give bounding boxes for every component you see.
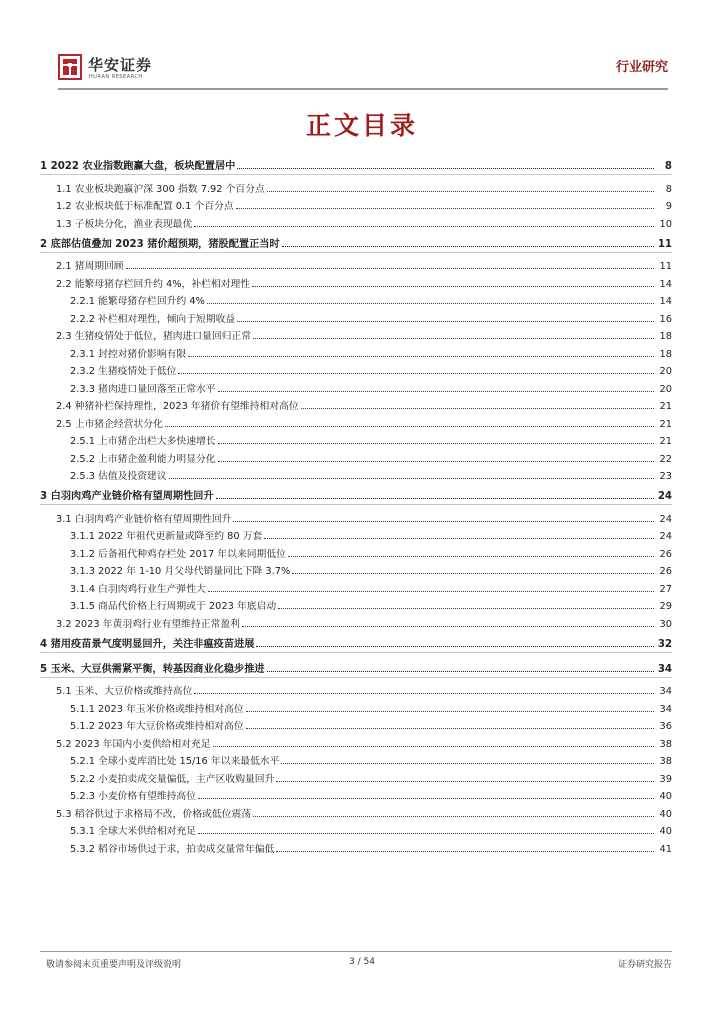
toc-entry-title: 2.3.1 封控对猪价影响有限 <box>70 348 187 360</box>
toc-entry-page: 14 <box>659 296 672 307</box>
toc-leader-dots <box>236 208 654 209</box>
toc-leader-dots <box>188 356 654 357</box>
toc-entry-page: 24 <box>659 531 672 542</box>
toc-entry-page: 24 <box>657 491 672 502</box>
toc-entry-title: 1.2 农业板块低于标准配置 0.1 个百分点 <box>56 201 234 212</box>
toc-leader-dots <box>218 461 654 462</box>
toc-entry-title: 2.3.2 生猪疫情处于低位 <box>70 366 177 377</box>
toc-entry[interactable] <box>40 560 672 578</box>
toc-leader-dots <box>281 763 654 764</box>
report-category: 行业研究 <box>615 60 668 75</box>
toc-entry[interactable] <box>40 802 672 820</box>
toc-entry[interactable] <box>40 342 672 360</box>
toc-entry-page: 30 <box>659 618 672 630</box>
toc-entry-page: 36 <box>659 721 672 732</box>
toc-entry[interactable] <box>40 750 672 768</box>
toc-entry-title: 5.1 玉米、大豆价格或维持高位 <box>56 686 193 697</box>
toc-entry-page: 20 <box>659 366 672 377</box>
toc-entry-page: 21 <box>659 436 672 447</box>
toc-entry-title: 2.5 上市猪企经营状分化 <box>56 418 163 430</box>
toc-entry[interactable] <box>40 595 672 613</box>
toc-entry-page: 41 <box>659 843 672 855</box>
toc-entry[interactable] <box>40 697 672 715</box>
toc-entry-title: 5.2.1 全球小麦库消比处 15/16 年以来最低水平 <box>70 756 280 767</box>
toc-entry-title: 2 底部估值叠加 2023 猪价超预期，猪股配置正当时 <box>40 238 280 250</box>
page-title: 正文目录 <box>305 111 418 140</box>
toc-leader-dots <box>256 646 654 647</box>
toc-entry-page: 8 <box>665 183 672 195</box>
toc-entry-page: 38 <box>659 738 672 750</box>
toc-entry-title: 3.2 2023 年黄羽鸡行业有望维持正常盈利 <box>56 618 240 630</box>
toc-entry[interactable] <box>40 325 672 343</box>
toc-leader-dots <box>178 373 654 374</box>
toc-leader-dots <box>237 321 654 322</box>
toc-entry-title: 2.4 种猪补栏保持理性，2023 年猪价有望维持相对高位 <box>56 401 299 412</box>
toc-entry-title: 2.3 生猪疫情处于低位，猪肉进口量回归正常 <box>56 331 252 342</box>
footer-report-type: 证券研究报告 <box>617 960 672 970</box>
toc-entry-title: 5.1.2 2023 年大豆价格或维持相对高位 <box>70 721 244 732</box>
toc-entry-title: 5.2.2 小麦拍卖成交量偏低，主产区收购量回升 <box>70 773 275 785</box>
toc-entry-page: 34 <box>657 663 672 675</box>
toc-leader-dots <box>213 746 654 747</box>
toc-entry[interactable] <box>40 542 672 560</box>
toc-leader-dots <box>208 591 654 592</box>
footer-page-number: 3 / 54 <box>349 957 375 967</box>
toc-entry-title: 3.1.3 2022 年 1-10 月父母代销量同比下降 3.7% <box>70 566 291 577</box>
toc-entry-page: 14 <box>659 278 672 290</box>
toc-entry-page: 40 <box>659 791 672 802</box>
toc-entry-page: 23 <box>659 471 672 482</box>
toc-entry-title: 5.3 稻谷供过于求格局不改，价格或低位震荡 <box>56 808 252 820</box>
toc-entry[interactable] <box>40 430 672 448</box>
toc-entry-title: 2.3.3 猪肉进口量回落至正常水平 <box>70 383 216 395</box>
toc-entry-page: 22 <box>659 453 672 465</box>
toc-entry-page: 9 <box>665 201 672 212</box>
toc-leader-dots <box>253 816 654 817</box>
toc-entry-page: 26 <box>659 566 672 577</box>
toc-entry-title: 5.2 2023 年国内小麦供给相对充足 <box>56 738 211 750</box>
toc-entry-title: 1.1 农业板块跑赢沪深 300 指数 7.92 个百分点 <box>56 183 265 195</box>
toc-entry-title: 2.1 猪周期回顾 <box>56 261 124 272</box>
toc-leader-dots <box>218 391 654 392</box>
toc-entry[interactable] <box>40 177 672 195</box>
page-header <box>58 52 668 88</box>
toc-entry-title: 2.5.3 估值及投资建议 <box>70 471 167 482</box>
toc-leader-dots <box>267 191 654 192</box>
toc-entry[interactable] <box>40 630 672 653</box>
toc-leader-dots <box>246 711 654 712</box>
toc-entry-page: 8 <box>664 161 672 172</box>
toc-entry-page: 11 <box>659 261 672 272</box>
toc-entry[interactable] <box>40 680 672 698</box>
toc-entry[interactable] <box>40 360 672 378</box>
toc-entry[interactable] <box>40 507 672 525</box>
toc-entry[interactable] <box>40 290 672 308</box>
toc-entry-title: 4 猪用疫苗景气度明显回升，关注非瘟疫苗进展 <box>40 638 255 650</box>
toc-leader-dots <box>276 781 654 782</box>
toc-leader-dots <box>207 303 654 304</box>
toc-entry[interactable] <box>40 195 672 213</box>
toc-entry[interactable] <box>40 655 672 678</box>
toc-entry-title: 5.2.3 小麦价格有望维持高位 <box>70 791 197 802</box>
toc-entry[interactable] <box>40 377 672 395</box>
toc-entry-page: 34 <box>659 703 672 715</box>
toc-leader-dots <box>165 426 654 427</box>
toc-entry-page: 21 <box>659 418 672 430</box>
toc-entry[interactable] <box>40 307 672 325</box>
toc-entry-title: 2.5.1 上市猪企出栏大多快速增长 <box>70 436 216 447</box>
toc-entry-title: 2.2 能繁母猪存栏回升约 4%，补栏相对理性 <box>56 278 251 290</box>
toc-entry-page: 40 <box>659 826 672 837</box>
toc-leader-dots <box>282 246 654 247</box>
toc-entry-page: 24 <box>659 513 672 525</box>
toc-entry-title: 3.1.5 商品代价格上行周期或于 2023 年底启动 <box>70 601 277 612</box>
toc-entry[interactable] <box>40 715 672 733</box>
toc-leader-dots <box>198 833 654 834</box>
toc-entry[interactable] <box>40 465 672 483</box>
toc-entry[interactable] <box>40 447 672 465</box>
toc-entry-title: 2.2.2 补栏相对理性，倾向于短期收益 <box>70 313 236 325</box>
toc-leader-dots <box>246 728 654 729</box>
toc-entry-title: 5 玉米、大豆供需紧平衡，转基因商业化稳步推进 <box>40 663 265 675</box>
toc-entry-title: 3 白羽肉鸡产业链价格有望周期性回升 <box>40 491 214 502</box>
toc-entry-page: 10 <box>659 218 672 230</box>
toc-leader-dots <box>301 408 654 409</box>
toc-entry[interactable] <box>40 785 672 803</box>
toc-entry[interactable] <box>40 482 672 505</box>
toc-entry-page: 11 <box>657 238 672 250</box>
toc-entry-page: 26 <box>659 548 672 560</box>
toc-entry[interactable] <box>40 837 672 855</box>
toc-entry[interactable] <box>40 612 672 630</box>
header-divider <box>58 88 668 90</box>
toc-entry-title: 2.2.1 能繁母猪存栏回升约 4% <box>70 296 205 307</box>
toc-entry[interactable] <box>40 255 672 273</box>
toc-entry-page: 18 <box>659 348 672 360</box>
brand-english: HUAAN RESEARCH <box>89 74 143 80</box>
toc-leader-dots <box>252 286 654 287</box>
toc-leader-dots <box>218 443 654 444</box>
toc-entry-page: 32 <box>657 638 672 650</box>
toc-entry-page: 27 <box>659 583 672 595</box>
toc-entry-title: 5.1.1 2023 年玉米价格或维持相对高位 <box>70 703 244 715</box>
toc-leader-dots <box>233 521 654 522</box>
toc-leader-dots <box>194 693 654 694</box>
toc-entry-title: 3.1.2 后备祖代种鸡存栏处 2017 年以来同期低位 <box>70 548 286 560</box>
toc-entry-title: 5.3.1 全球大米供给相对充足 <box>70 826 197 837</box>
toc-entry-page: 40 <box>659 808 672 820</box>
toc-leader-dots <box>216 498 654 499</box>
toc-entry-page: 34 <box>659 686 672 697</box>
toc-entry[interactable] <box>40 230 672 253</box>
toc-entry[interactable] <box>40 525 672 543</box>
toc-leader-dots <box>276 851 654 852</box>
toc-entry[interactable] <box>40 412 672 430</box>
footer-divider <box>40 951 672 952</box>
toc-entry-page: 20 <box>659 383 672 395</box>
toc-leader-dots <box>126 268 654 269</box>
toc-leader-dots <box>194 226 654 227</box>
toc-leader-dots <box>288 556 654 557</box>
toc-entry[interactable] <box>40 732 672 750</box>
brand-name: 华安证券 <box>88 56 153 74</box>
toc-entry[interactable] <box>40 152 672 175</box>
toc-entry-title: 1.3 子板块分化，渔业表现最优 <box>56 218 193 230</box>
toc-entry-title: 3.1.4 白羽肉鸡行业生产弹性大 <box>70 583 206 595</box>
toc-entry-page: 29 <box>659 601 672 612</box>
toc-entry[interactable] <box>40 212 672 230</box>
toc-entry[interactable] <box>40 820 672 838</box>
footer-disclaimer: 敬请参阅末页重要声明及评级说明 <box>46 960 182 970</box>
toc-entry-title: 1 2022 农业指数跑赢大盘，板块配置居中 <box>40 161 236 172</box>
toc-entry-title: 2.5.2 上市猪企盈利能力明显分化 <box>70 453 216 465</box>
toc-leader-dots <box>242 626 654 627</box>
toc-leader-dots <box>253 338 654 339</box>
toc-leader-dots <box>264 538 654 539</box>
toc-leader-dots <box>267 671 654 672</box>
toc-entry-title: 3.1.1 2022 年祖代更新量或降至约 80 万套 <box>70 531 263 542</box>
toc-entry-page: 38 <box>659 756 672 767</box>
toc-leader-dots <box>292 573 654 574</box>
toc-leader-dots <box>278 608 654 609</box>
toc-entry-page: 39 <box>659 773 672 785</box>
toc-entry-page: 18 <box>659 331 672 342</box>
toc-entry[interactable] <box>40 395 672 413</box>
huaan-logo-icon <box>58 54 82 80</box>
table-of-contents <box>40 152 672 855</box>
toc-entry[interactable] <box>40 577 672 595</box>
toc-leader-dots <box>169 478 654 479</box>
toc-entry-title: 5.3.2 稻谷市场供过于求，拍卖成交量常年偏低 <box>70 843 275 855</box>
toc-leader-dots <box>198 798 654 799</box>
toc-entry-page: 16 <box>659 313 672 325</box>
toc-entry[interactable] <box>40 272 672 290</box>
toc-entry-page: 21 <box>659 401 672 412</box>
toc-entry-title: 3.1 白羽肉鸡产业链价格有望周期性回升 <box>56 513 232 525</box>
toc-entry[interactable] <box>40 767 672 785</box>
toc-leader-dots <box>237 168 654 169</box>
